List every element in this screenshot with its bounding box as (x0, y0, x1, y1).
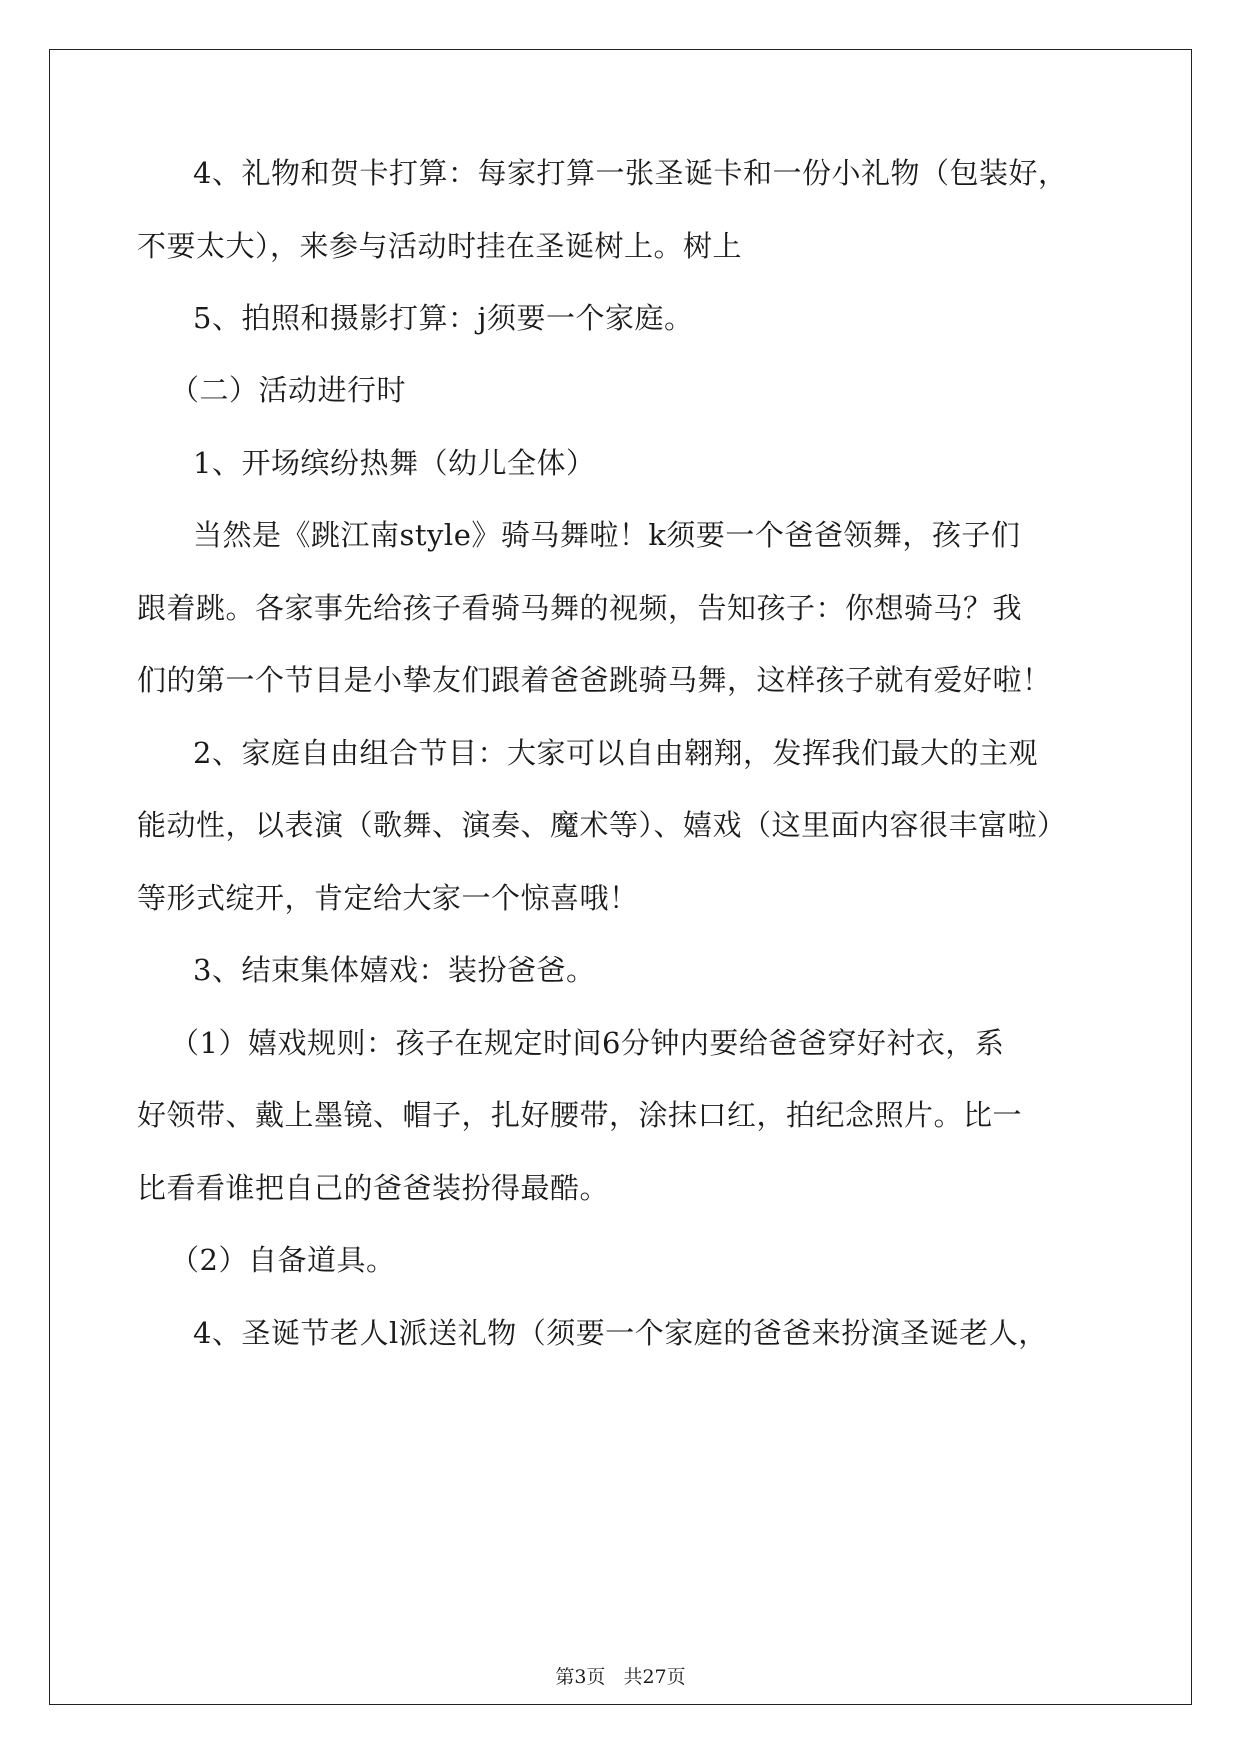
text-line: 5、拍照和摄影打算：j须要一个家庭。 (193, 301, 694, 335)
text-line: 1、开场缤纷热舞（幼儿全体） (193, 446, 596, 480)
text-line: 们的第一个节目是小挚友们跟着爸爸跳骑马舞，这样孩子就有爱好啦！ (137, 663, 1052, 697)
text-line: 等形式绽开，肯定给大家一个惊喜哦！ (137, 881, 639, 915)
text-line: 不要太大），来参与活动时挂在圣诞树上。树上 (137, 229, 743, 263)
text-line: 2、家庭自由组合节目：大家可以自由翱翔，发挥我们最大的主观 (193, 736, 1038, 770)
text-line: 3、结束集体嬉戏：装扮爸爸。 (193, 953, 596, 987)
text-line: 当然是《跳江南style》骑马舞啦！k须要一个爸爸领舞，孩子们 (193, 518, 1021, 552)
page-total: 共27页 (623, 1666, 686, 1688)
text-line: （2）自备道具。 (170, 1243, 396, 1277)
text-line: 能动性，以表演（歌舞、演奏、魔术等）、嬉戏（这里面内容很丰富啦） (137, 808, 1067, 842)
page-footer (0, 1665, 1241, 1689)
text-line: 4、礼物和贺卡打算：每家打算一张圣诞卡和一份小礼物（包装好， (193, 156, 1068, 190)
text-line: 跟着跳。各家事先给孩子看骑马舞的视频，告知孩子：你想骑马？我 (137, 591, 1023, 625)
text-line: 好领带、戴上墨镜、帽子，扎好腰带，涂抹口红，拍纪念照片。比一 (137, 1098, 1023, 1132)
text-line: 4、圣诞节老人l派送礼物（须要一个家庭的爸爸来扮演圣诞老人， (193, 1316, 1048, 1350)
section-heading: （二）活动进行时 (170, 373, 407, 407)
text-line: 比看看谁把自己的爸爸装扮得最酷。 (137, 1171, 610, 1205)
page-number: 第3页 (555, 1666, 606, 1688)
text-line: （1）嬉戏规则：孩子在规定时间6分钟内要给爸爸穿好衬衣，系 (170, 1026, 1005, 1060)
